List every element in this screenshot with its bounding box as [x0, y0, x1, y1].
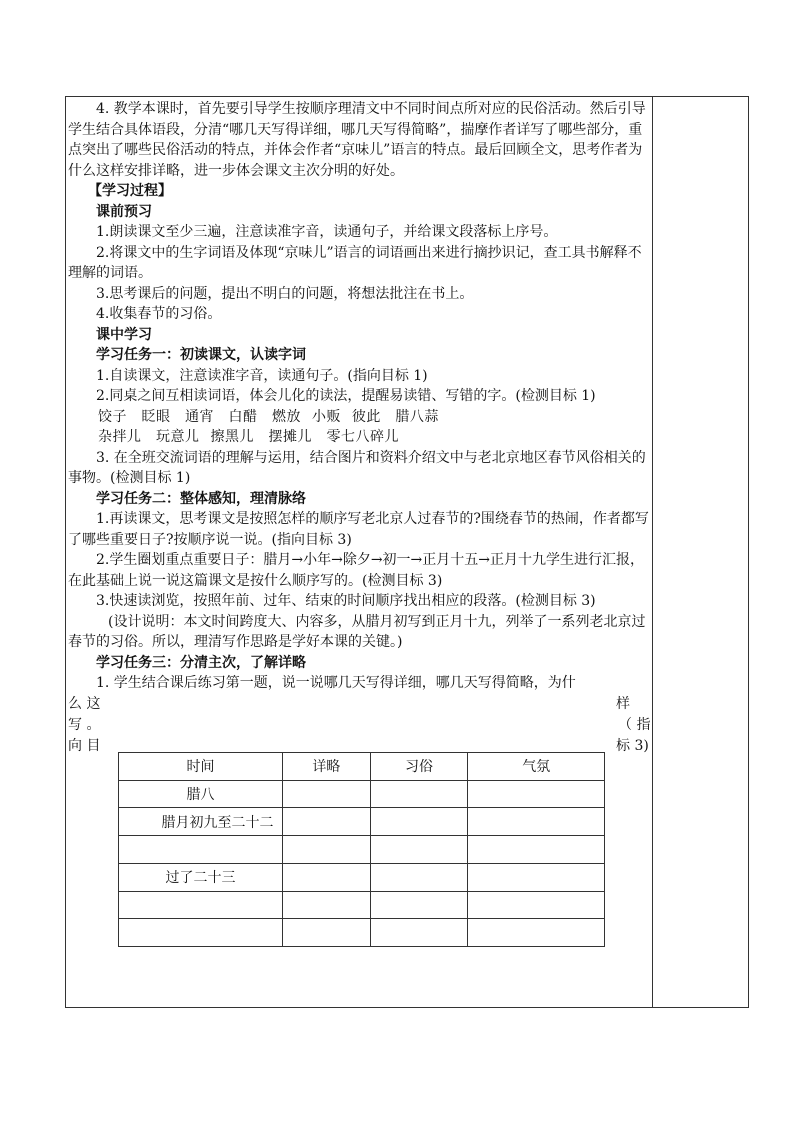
table-header: 详略 — [282, 753, 370, 781]
table-cell — [370, 891, 468, 919]
table-cell — [370, 780, 468, 808]
detail-table — [118, 752, 605, 947]
table-cell — [468, 836, 605, 864]
table-cell — [119, 836, 283, 864]
wrap-text-d: 样 — [616, 695, 630, 712]
wrap-text-c: 向 目 — [68, 737, 101, 754]
table-cell — [370, 836, 468, 864]
table-cell: 腊月初九至二十二 — [119, 808, 283, 836]
wrap-text-f: 标 3) — [616, 737, 649, 754]
table-cell — [468, 919, 605, 947]
table-cell — [282, 780, 370, 808]
wrap-text-b: 写 。 — [68, 716, 101, 733]
table-header: 气氛 — [468, 753, 605, 781]
table-row — [119, 808, 605, 836]
table-cell — [370, 863, 468, 891]
table-cell — [468, 891, 605, 919]
table-cell — [282, 891, 370, 919]
preview-item-3: 3.思考课后的问题，提出不明白的问题，将想法批注在书上。 — [96, 285, 474, 302]
preview-item-2: 2.将课文中的生字词语及体现“京味儿”语言的词语画出来进行摘抄识记，查工具书解释不理解的词语。 — [68, 244, 642, 281]
task-1-title: 学习任务一：初读课文，认读字词 — [96, 347, 306, 363]
column-divider — [652, 96, 653, 1008]
table-cell — [370, 919, 468, 947]
heading-process: 【学习过程】 — [88, 183, 172, 199]
table-header-row — [119, 753, 605, 781]
table-row — [119, 863, 605, 891]
table-row — [119, 919, 605, 947]
task-1-item-3: 3. 在全班交流词语的理解与运用，结合图片和资料介绍文中与老北京地区春节风俗相关的事物。(检测目标 1) — [68, 449, 646, 486]
word-list-2: 杂拌儿 玩意儿 擦黑儿 摆摊儿 零七八碎儿 — [98, 429, 399, 445]
design-note: (设计说明：本文时间跨度大、内容多，从腊月初写到正月十九，列举了一系列老北京过春节的习俗。所以，理清写作思路是学好本课的关键。) — [68, 613, 646, 650]
table-cell — [119, 891, 283, 919]
table-cell: 过了二十三 — [119, 863, 283, 891]
preview-item-4: 4.收集春节的习俗。 — [96, 306, 222, 322]
wrap-text-a: 么 这 — [68, 695, 101, 712]
table-row — [119, 780, 605, 808]
table-header: 习俗 — [370, 753, 468, 781]
task-2-title: 学习任务二：整体感知，理清脉络 — [96, 490, 306, 507]
table-cell — [468, 863, 605, 891]
task-2-item-3: 3.快速读浏览，按照年前、过年、结束的时间顺序找出相应的段落。(检测目标 3) — [96, 593, 596, 609]
main-content — [68, 99, 652, 756]
wrap-text-e: （ 指 — [618, 716, 651, 733]
table-cell — [370, 808, 468, 836]
table-cell — [282, 863, 370, 891]
table-cell: 腊八 — [119, 780, 283, 808]
table-cell — [119, 919, 283, 947]
task-1-item-1: 1.自读课文，注意读准字音，读通句子。(指向目标 1) — [96, 367, 428, 384]
heading-in-class: 课中学习 — [96, 326, 152, 343]
task-3-item-1: 1. 学生结合课后练习第一题，说一说哪几天写得详细，哪几天写得简略，为什 — [96, 675, 576, 691]
table-cell — [282, 919, 370, 947]
table-row — [119, 891, 605, 919]
teaching-note: 4. 教学本课时，首先要引导学生按顺序理清文中不同时间点所对应的民俗活动。然后引导学生结合具体语段，分清“哪几天写得详细，哪几天写得简略”，揣摩作者详写了哪些部分，重点突出了哪些民俗活动的特点，并体会作者“京味儿”语言的特点。最后回顾全文，思考作者为什么这样安排详略，进一步体会课文主次分明的好处。 — [68, 101, 646, 179]
table-cell — [282, 808, 370, 836]
task-2-item-1: 1.再读课文，思考课文是按照怎样的顺序写老北京人过春节的?围绕春节的热闹，作者都写了哪些重要日子?按顺序说一说。(指向目标 3) — [68, 511, 649, 548]
heading-preview: 课前预习 — [96, 203, 152, 220]
table-cell — [468, 780, 605, 808]
task-3-title: 学习任务三：分清主次，了解详略 — [96, 654, 306, 671]
table-cell — [282, 836, 370, 864]
task-3-wrap-text — [68, 694, 652, 756]
preview-item-1: 1.朗读课文至少三遍，注意读准字音，读通句子，并给课文段落标上序号。 — [96, 224, 558, 240]
table-row — [119, 836, 605, 864]
table-cell — [468, 808, 605, 836]
word-list-1: 饺子 眨眼 通宵 白醋 燃放 小贩 彼此 腊八蒜 — [98, 408, 439, 425]
table-header: 时间 — [119, 753, 283, 781]
task-1-item-2: 2.同桌之间互相读词语，体会儿化的读法，提醒易读错、写错的字。(检测目标 1) — [96, 388, 596, 404]
task-2-item-2: 2.学生圈划重点重要日子：腊月→小年→除夕→初一→正月十五→正月十九学生进行汇报，在此基础上说一说这篇课文是按什么顺序写的。(检测目标 3) — [68, 552, 645, 589]
